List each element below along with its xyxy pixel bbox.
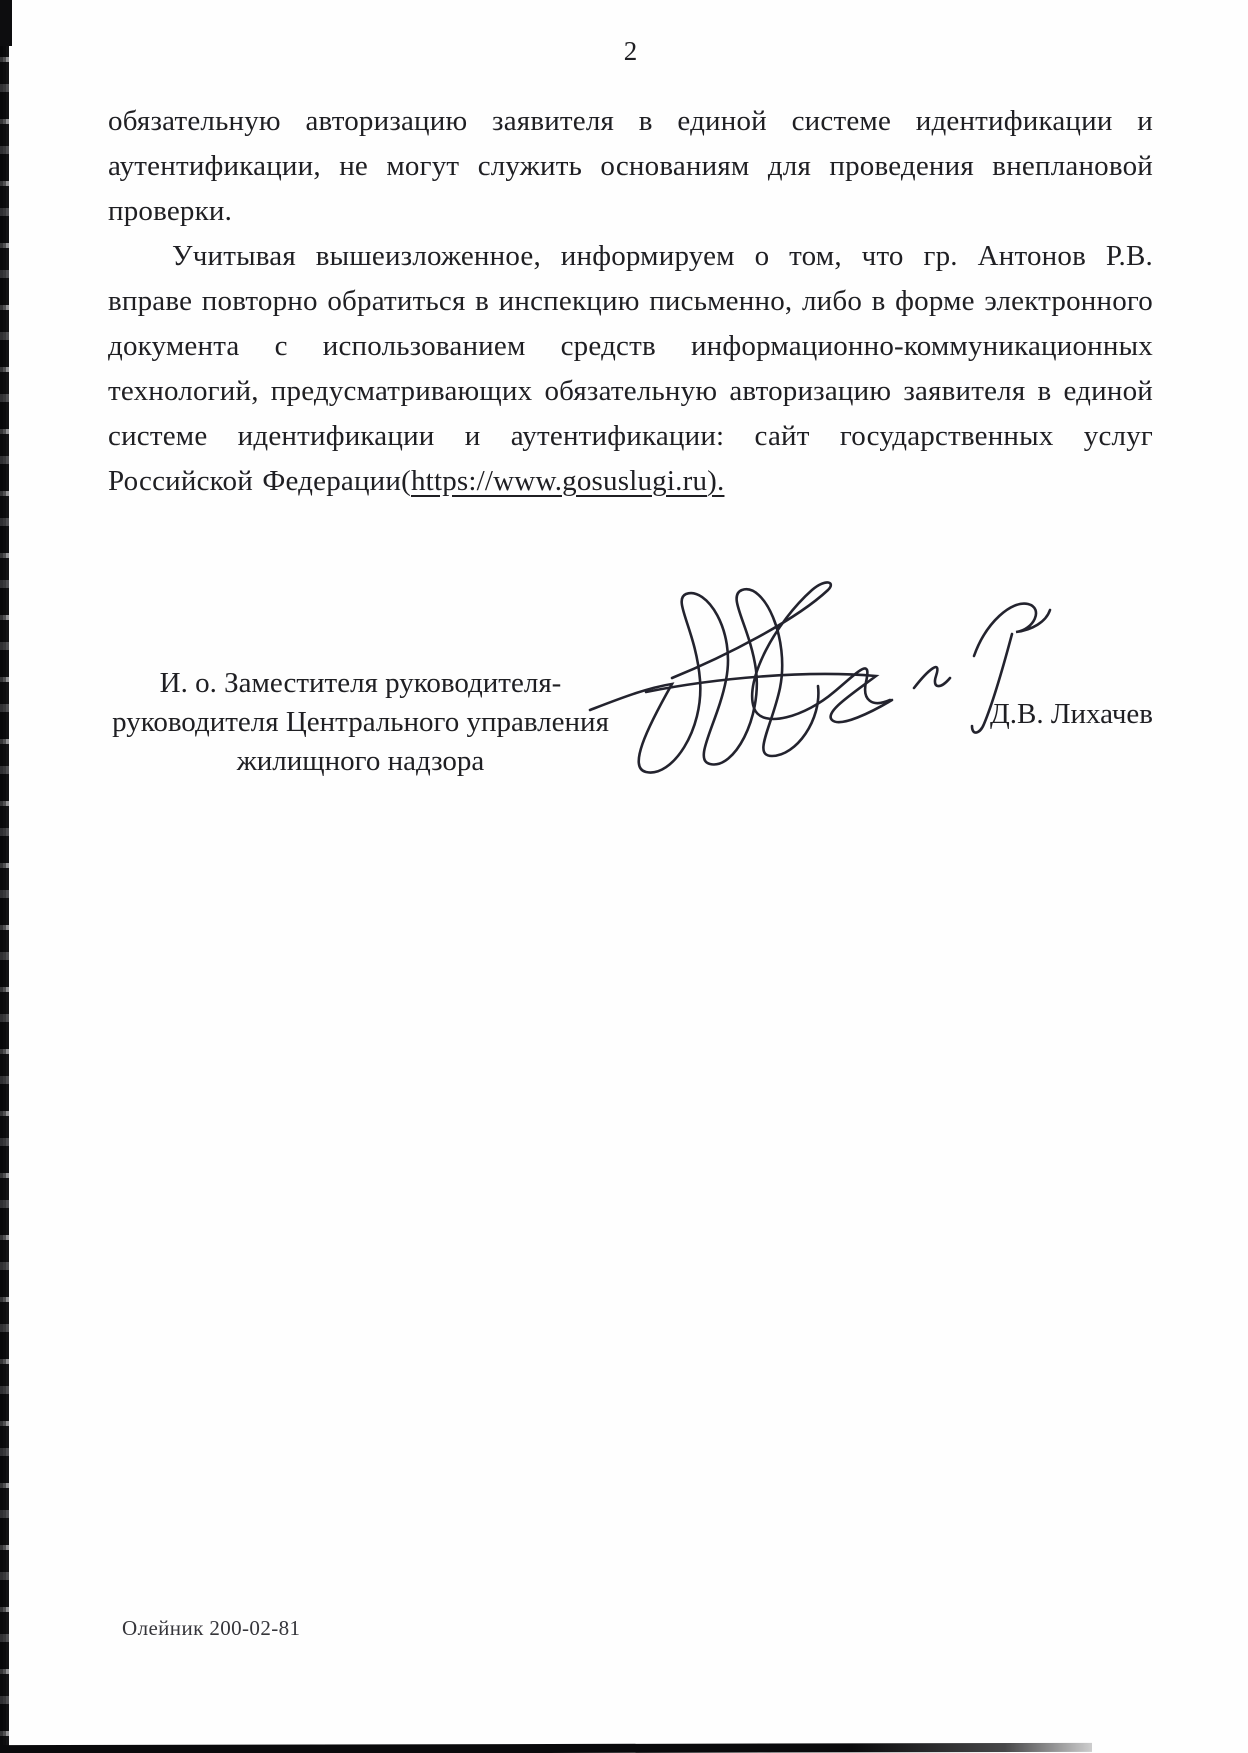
executor-reference: Олейник 200-02-81 bbox=[122, 1616, 301, 1640]
body-paragraph-1: обязательную авторизацию заявителя в единой системе идентификации и аутентификации, не могут служить основаниям для проведения внеплановой проверки. bbox=[108, 105, 1153, 227]
signature-block bbox=[108, 612, 1153, 842]
signatory-title bbox=[108, 664, 613, 781]
body-paragraph-2-tail: ). bbox=[707, 465, 725, 497]
page-content bbox=[0, 0, 1248, 842]
scan-artifact-bottom-edge bbox=[0, 1743, 1092, 1753]
handwritten-signature-icon bbox=[576, 560, 1056, 800]
scan-artifact-top-left-blot bbox=[0, 0, 12, 46]
signatory-title-line-3: жилищного надзора bbox=[236, 745, 485, 777]
page-number: 2 bbox=[623, 36, 638, 66]
body-paragraph-2 bbox=[108, 234, 1153, 504]
signatory-title-line-2: руководителя Центрального управления bbox=[112, 706, 609, 738]
gosuslugi-link[interactable]: https://www.gosuslugi.ru bbox=[410, 465, 708, 497]
signatory-name: Д.В. Лихачев bbox=[989, 698, 1153, 730]
body-paragraph-2-text: Учитывая вышеизложенное, информируем о том, что гр. Антонов Р.В. вправе повторно обратиться в инспекцию письменно, либо в форме электронного документа с использованием средств информационно-коммуникационных технологий, предусматривающих обязательную авторизацию заявителя в единой системе идентификации и аутентификации: сайт государственных услуг Российской Федерации( bbox=[108, 240, 1153, 497]
scan-artifact-left-edge bbox=[0, 0, 9, 1753]
signatory-title-line-1: И. о. Заместителя руководителя- bbox=[159, 667, 562, 699]
